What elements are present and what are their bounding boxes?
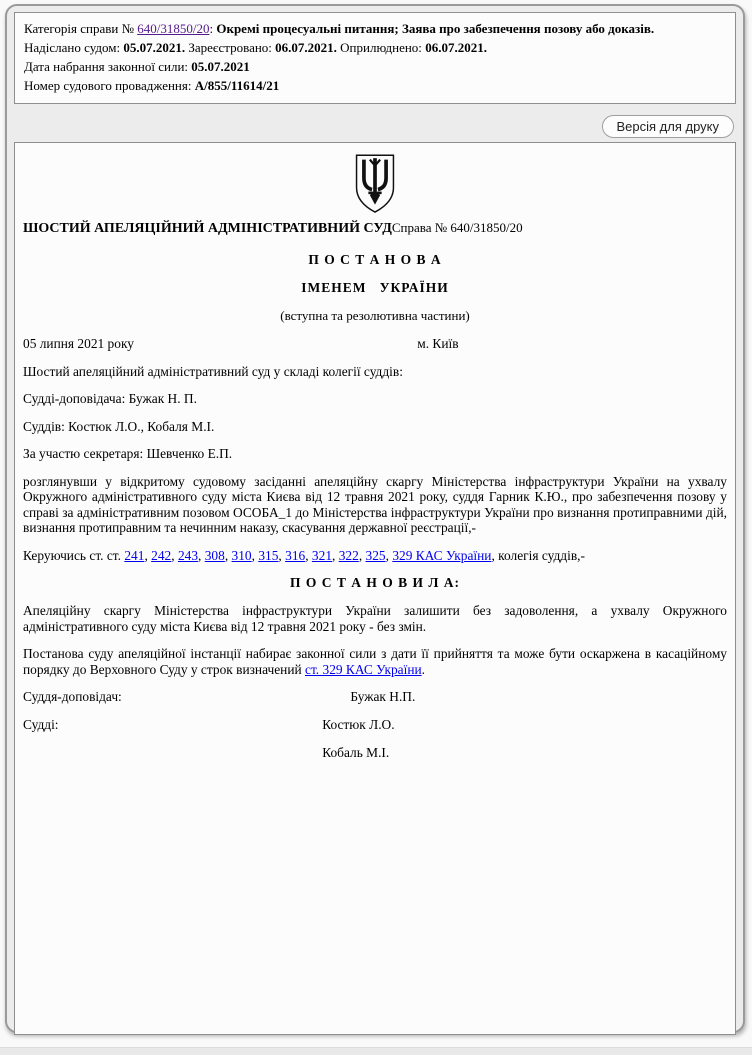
considered-paragraph: розглянувши у відкритому судовому засіданні апеляційну скаргу Міністерства інфраструктури України на ухвалу Окружного адміністративного суду міста Києва від 12 травня 2021 року, суддя Гарник К.Ю., про забезпечення позову у справі за адміністративним позовом ОСОБА_1 до Міністерства інфраструктури України про визнання протиправними дій, визнання протиправним та нечинним наказу, скасування державної реєстрації,- xyxy=(23,473,727,535)
date-city-row xyxy=(23,336,727,352)
secretary-paragraph: За участю секретаря: Шевченко Е.П. xyxy=(23,446,233,461)
article-link[interactable]: 310 xyxy=(231,547,252,563)
sent-label: Надіслано судом: xyxy=(24,40,124,55)
case-metadata-box xyxy=(14,12,736,104)
article-link[interactable]: 242 xyxy=(151,547,172,563)
signature-label: Суддя-доповідач: xyxy=(23,689,122,704)
category-colon: : xyxy=(209,21,217,36)
published-label: Оприлюднено: xyxy=(336,40,426,55)
judges-paragraph: Суддів: Костюк Л.О., Кобаля М.І. xyxy=(23,418,215,434)
article-link[interactable]: 329 КАС України xyxy=(392,547,492,563)
court-name: ШОСТИЙ АПЕЛЯЦІЙНИЙ АДМІНІСТРАТИВНИЙ СУД xyxy=(23,221,392,236)
published-date: 06.07.2021. xyxy=(425,40,487,55)
decree-subtitle: ІМЕНЕМ УКРАЇНИ xyxy=(301,280,449,295)
signature-row xyxy=(23,689,727,705)
toolbar xyxy=(14,104,736,142)
appeal-text-after: . xyxy=(421,661,426,677)
parts-note: (вступна та резолютивна частини) xyxy=(280,308,470,323)
signature-row xyxy=(23,717,727,733)
dates-line xyxy=(24,38,726,57)
article-link[interactable]: 241 xyxy=(124,547,145,563)
print-version-button[interactable]: Версія для друку xyxy=(602,115,735,138)
article-link[interactable]: 325 xyxy=(365,547,386,563)
article-links: 241, 242, 243, 308, 310, 315, 316, 321, 322, 325, 329 КАС України xyxy=(124,547,492,563)
proceeding-label: Номер судового провадження: xyxy=(24,78,195,93)
guided-prefix: Керуючись ст. ст. xyxy=(23,547,125,563)
category-value: Окремі процесуальні питання; Заява про забезпечення позову або доказів. xyxy=(216,21,655,36)
article-link[interactable]: 316 xyxy=(285,547,306,563)
court-name-line xyxy=(23,219,727,238)
resolution-paragraph: Апеляційну скаргу Міністерства інфраструктури України залишити без задоволення, а ухвалу Окружного адміністративного суду міста Києва від 12 травня 2021 року - без змін. xyxy=(23,603,727,634)
resolved-heading: П О С Т А Н О В И Л А: xyxy=(289,575,461,590)
ukraine-coat-of-arms-icon xyxy=(352,153,398,215)
decision-city: м. Київ xyxy=(417,336,459,351)
document-area xyxy=(14,142,736,1035)
judge-rapporteur-paragraph: Судді-доповідача: Бужак Н. П. xyxy=(23,391,197,406)
registered-date: 06.07.2021. xyxy=(275,40,337,55)
case-category-line xyxy=(24,19,726,38)
case-ref: Справа № 640/31850/20 xyxy=(391,220,523,235)
proceeding-number-line xyxy=(24,76,726,95)
signature-name: Бужак Н.П. xyxy=(350,689,416,704)
legal-force-label: Дата набрання законної сили: xyxy=(24,59,192,74)
court-composition-paragraph: Шостий апеляційний адміністративний суд у складі колегії суддів: xyxy=(23,363,403,379)
article-329-link[interactable]: ст. 329 КАС України xyxy=(305,661,422,677)
article-link[interactable]: 322 xyxy=(338,547,359,563)
guided-suffix: , колегія суддів,- xyxy=(491,547,585,563)
category-label: Категорія справи № xyxy=(24,21,138,36)
article-link[interactable]: 308 xyxy=(204,547,225,563)
appeal-text-before: Постанова суду апеляційної інстанції набирає законної сили з дати її прийняття та може бути оскаржена в касаційному порядку до Верховного Суду у строк визначений xyxy=(23,646,727,677)
main-panel xyxy=(5,4,745,1033)
case-number-link[interactable]: 640/31850/20 xyxy=(137,21,210,36)
guided-by-paragraph xyxy=(23,548,727,564)
appeal-paragraph xyxy=(23,646,727,677)
signature-label: Судді: xyxy=(23,717,59,732)
legal-force-line xyxy=(24,57,726,76)
signature-name: Костюк Л.О. xyxy=(322,717,395,732)
footer-strip xyxy=(0,1047,752,1055)
legal-force-date: 05.07.2021 xyxy=(191,59,250,74)
decree-title: П О С Т А Н О В А xyxy=(308,252,442,267)
sent-date: 05.07.2021. xyxy=(123,40,186,55)
article-link[interactable]: 321 xyxy=(311,547,333,563)
article-link[interactable]: 315 xyxy=(258,547,279,563)
signature-row xyxy=(23,745,727,761)
proceeding-number: А/855/11614/21 xyxy=(194,78,280,93)
signature-name: Кобаль М.І. xyxy=(322,745,390,760)
article-link[interactable]: 243 xyxy=(177,547,199,563)
decision-date: 05 липня 2021 року xyxy=(23,336,134,351)
registered-label: Зареєстровано: xyxy=(185,40,276,55)
